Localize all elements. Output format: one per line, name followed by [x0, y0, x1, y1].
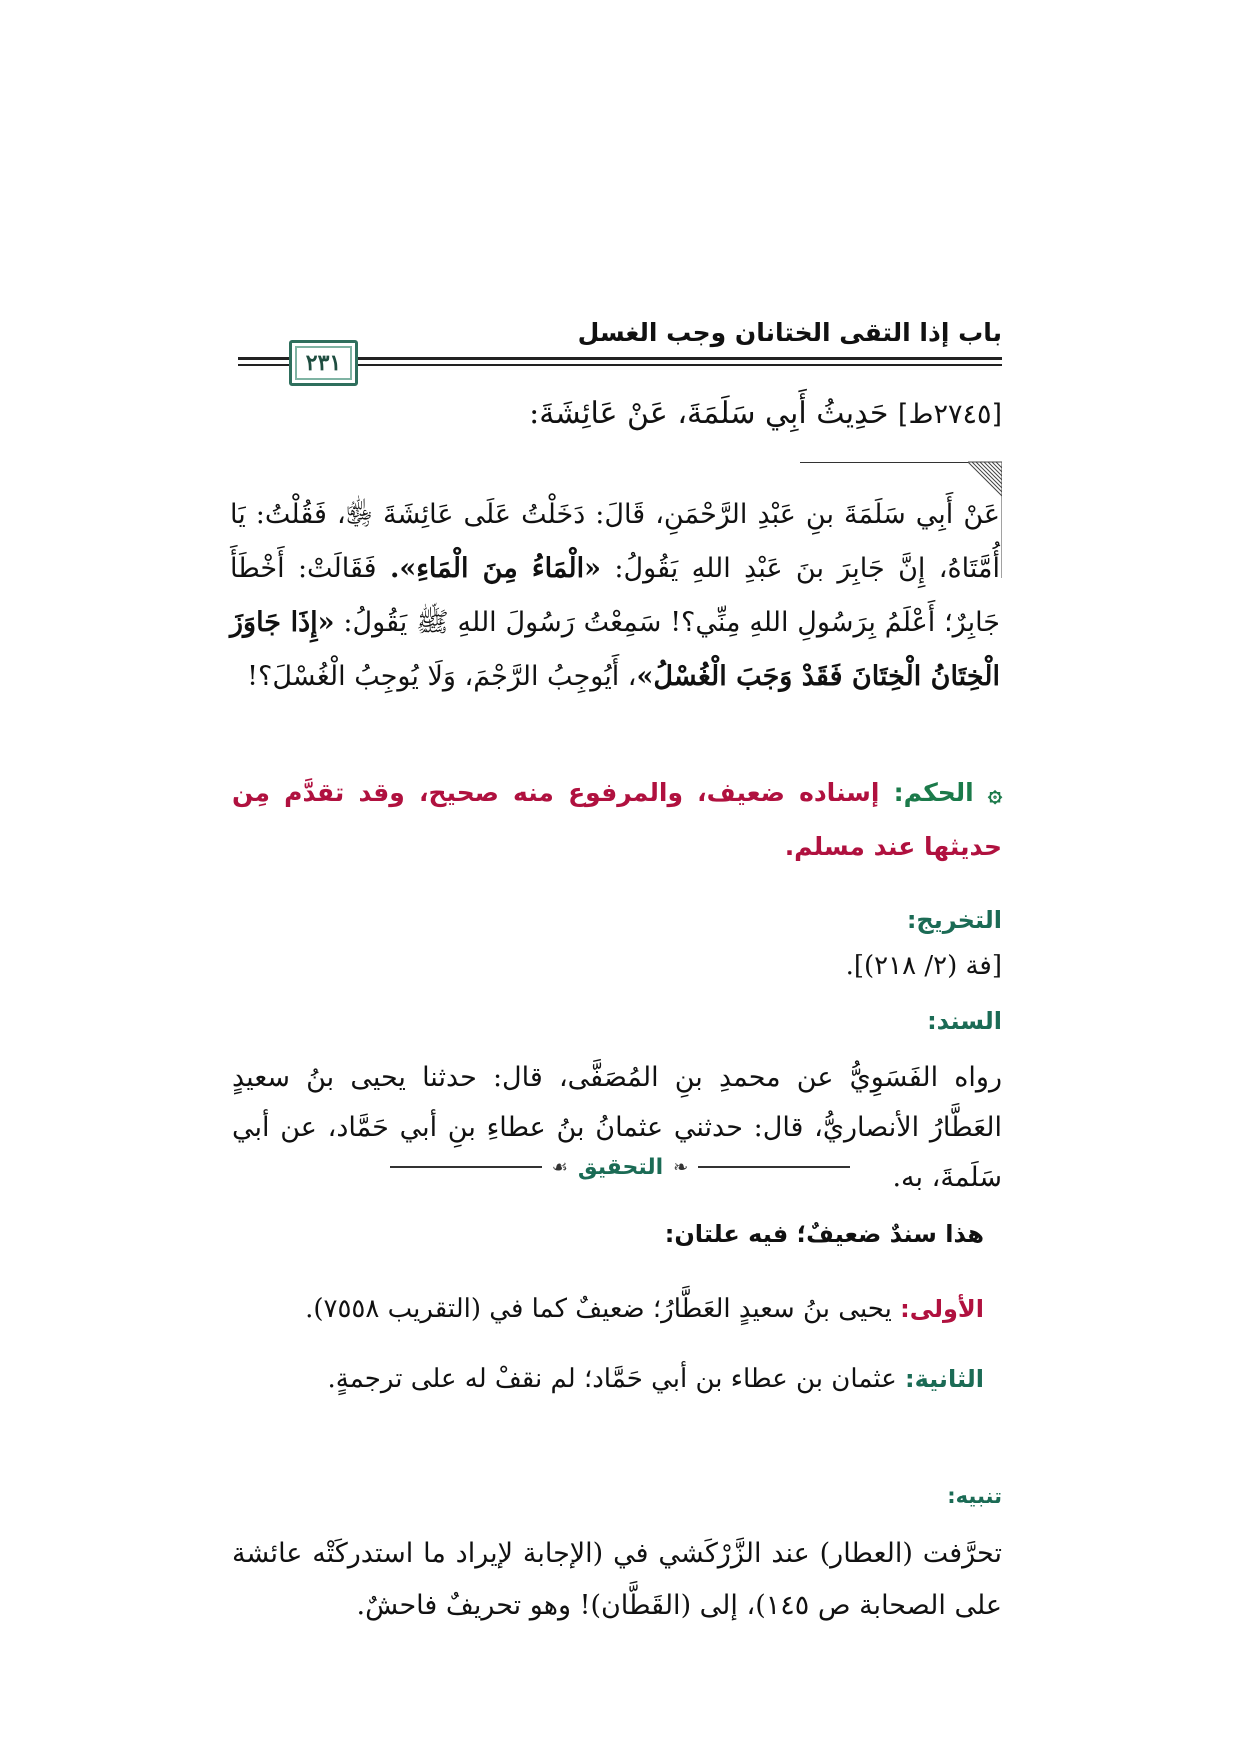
hadith-line: يَقُولُ:	[343, 607, 408, 638]
hadith-quote: «إِذَا جَاوَزَ الْخِتَانُ الْخِتَانَ فَقَدْ وَجَبَ الْغُسْلُ»	[230, 607, 1000, 692]
second-defect-text: عثمان بن عطاء بن أبي حَمَّاد؛ لم نقفْ له على ترجمةٍ.	[327, 1364, 897, 1394]
second-defect-label: الثانية:	[904, 1365, 984, 1393]
flower-icon: ۞	[987, 779, 1002, 807]
hadith-line: ، أَيُوجِبُ الرَّجْمَ، وَلَا يُوجِبُ الْغُسْلَ؟!	[247, 661, 637, 692]
hadith-line: عَنْ أَبِي سَلَمَةَ بنِ عَبْدِ الرَّحْمَنِ، قَالَ: دَخَلْتُ عَلَى عَائِشَةَ ﵂،	[336, 499, 1000, 530]
tahqiq-divider	[390, 1150, 850, 1184]
ornament-icon: ☙	[551, 1156, 568, 1178]
frame-top-line	[800, 462, 968, 463]
second-defect	[328, 1364, 984, 1394]
takhrij-title: التخريج:	[906, 906, 1002, 934]
first-defect-label: الأولى:	[900, 1295, 984, 1323]
ornament-icon: ❧	[673, 1156, 689, 1178]
ruling-label: الحكم:	[893, 778, 974, 807]
hadith-number: [٢٧٤٥ط]	[897, 399, 1002, 430]
page-number-frame	[289, 340, 358, 386]
page-number: ٢٣١	[305, 350, 342, 376]
divider-line	[390, 1166, 542, 1168]
divider-line	[698, 1166, 850, 1168]
hadith-heading-text: حَدِيثُ أَبِي سَلَمَةَ، عَنْ عَائِشَةَ:	[529, 396, 889, 431]
hadith-line: فَقَالَتْ: أَخْطَأَ جَابِرٌ؛ أَعْلَمُ بِرَسُولِ اللهِ مِنِّي؟! سَمِعْتُ رَسُولَ اللهِ ﷺ	[230, 553, 1001, 638]
takhrij-text: [فة (٢/ ٢١٨)].	[845, 951, 1002, 981]
first-defect-text: يحيى بنُ سعيدٍ العَطَّارُ؛ ضعيفٌ كما في (التقريب ٧٥٥٨).	[305, 1294, 892, 1324]
tanbih-title: تنبيه:	[947, 1484, 1002, 1508]
tanbih-text: تحرَّفت (العطار) عند الزَّرْكَشي في (الإجابة لإيراد ما استدركَتْه عائشة على الصحابة ص ١٤٥)، إلى (القَطَّان)! وهو تحريفٌ فاحشٌ.	[232, 1538, 1002, 1621]
sanad-text: رواه الفَسَوِيُّ عن محمدِ بنِ المُصَفَّى، قال: حدثنا يحيى بنُ سعيدٍ العَطَّارُ الأنصاريُّ، قال: حدثني عثمانُ بنُ عطاءِ بنِ أبي حَمَّاد، عن أبي سَلَمةَ، به.	[232, 1062, 1002, 1193]
hadith-text	[230, 488, 1000, 704]
sanad-title: السند:	[927, 1007, 1002, 1035]
ruling	[232, 766, 1002, 874]
first-defect	[305, 1294, 984, 1324]
ruling-text: إسناده ضعيف، والمرفوع منه صحيح، وقد تقدَّم مِن حديثها عند مسلم.	[232, 778, 1002, 861]
tahqiq-title: التحقيق	[577, 1154, 664, 1180]
hadith-line: فَقُلْتُ: يَا أُمَّتَاهُ، إِنَّ جَابِرَ بنَ عَبْدِ اللهِ يَقُولُ:	[230, 499, 1000, 584]
chapter-title: باب إذا التقى الختانان وجب الغسل	[577, 318, 1002, 347]
hadith-quote: «الْمَاءُ مِنَ الْمَاءِ».	[389, 553, 602, 584]
hadith-heading	[529, 396, 1002, 431]
tahqiq-lead: هذا سندٌ ضعيفٌ؛ فيه علتان:	[664, 1220, 984, 1248]
